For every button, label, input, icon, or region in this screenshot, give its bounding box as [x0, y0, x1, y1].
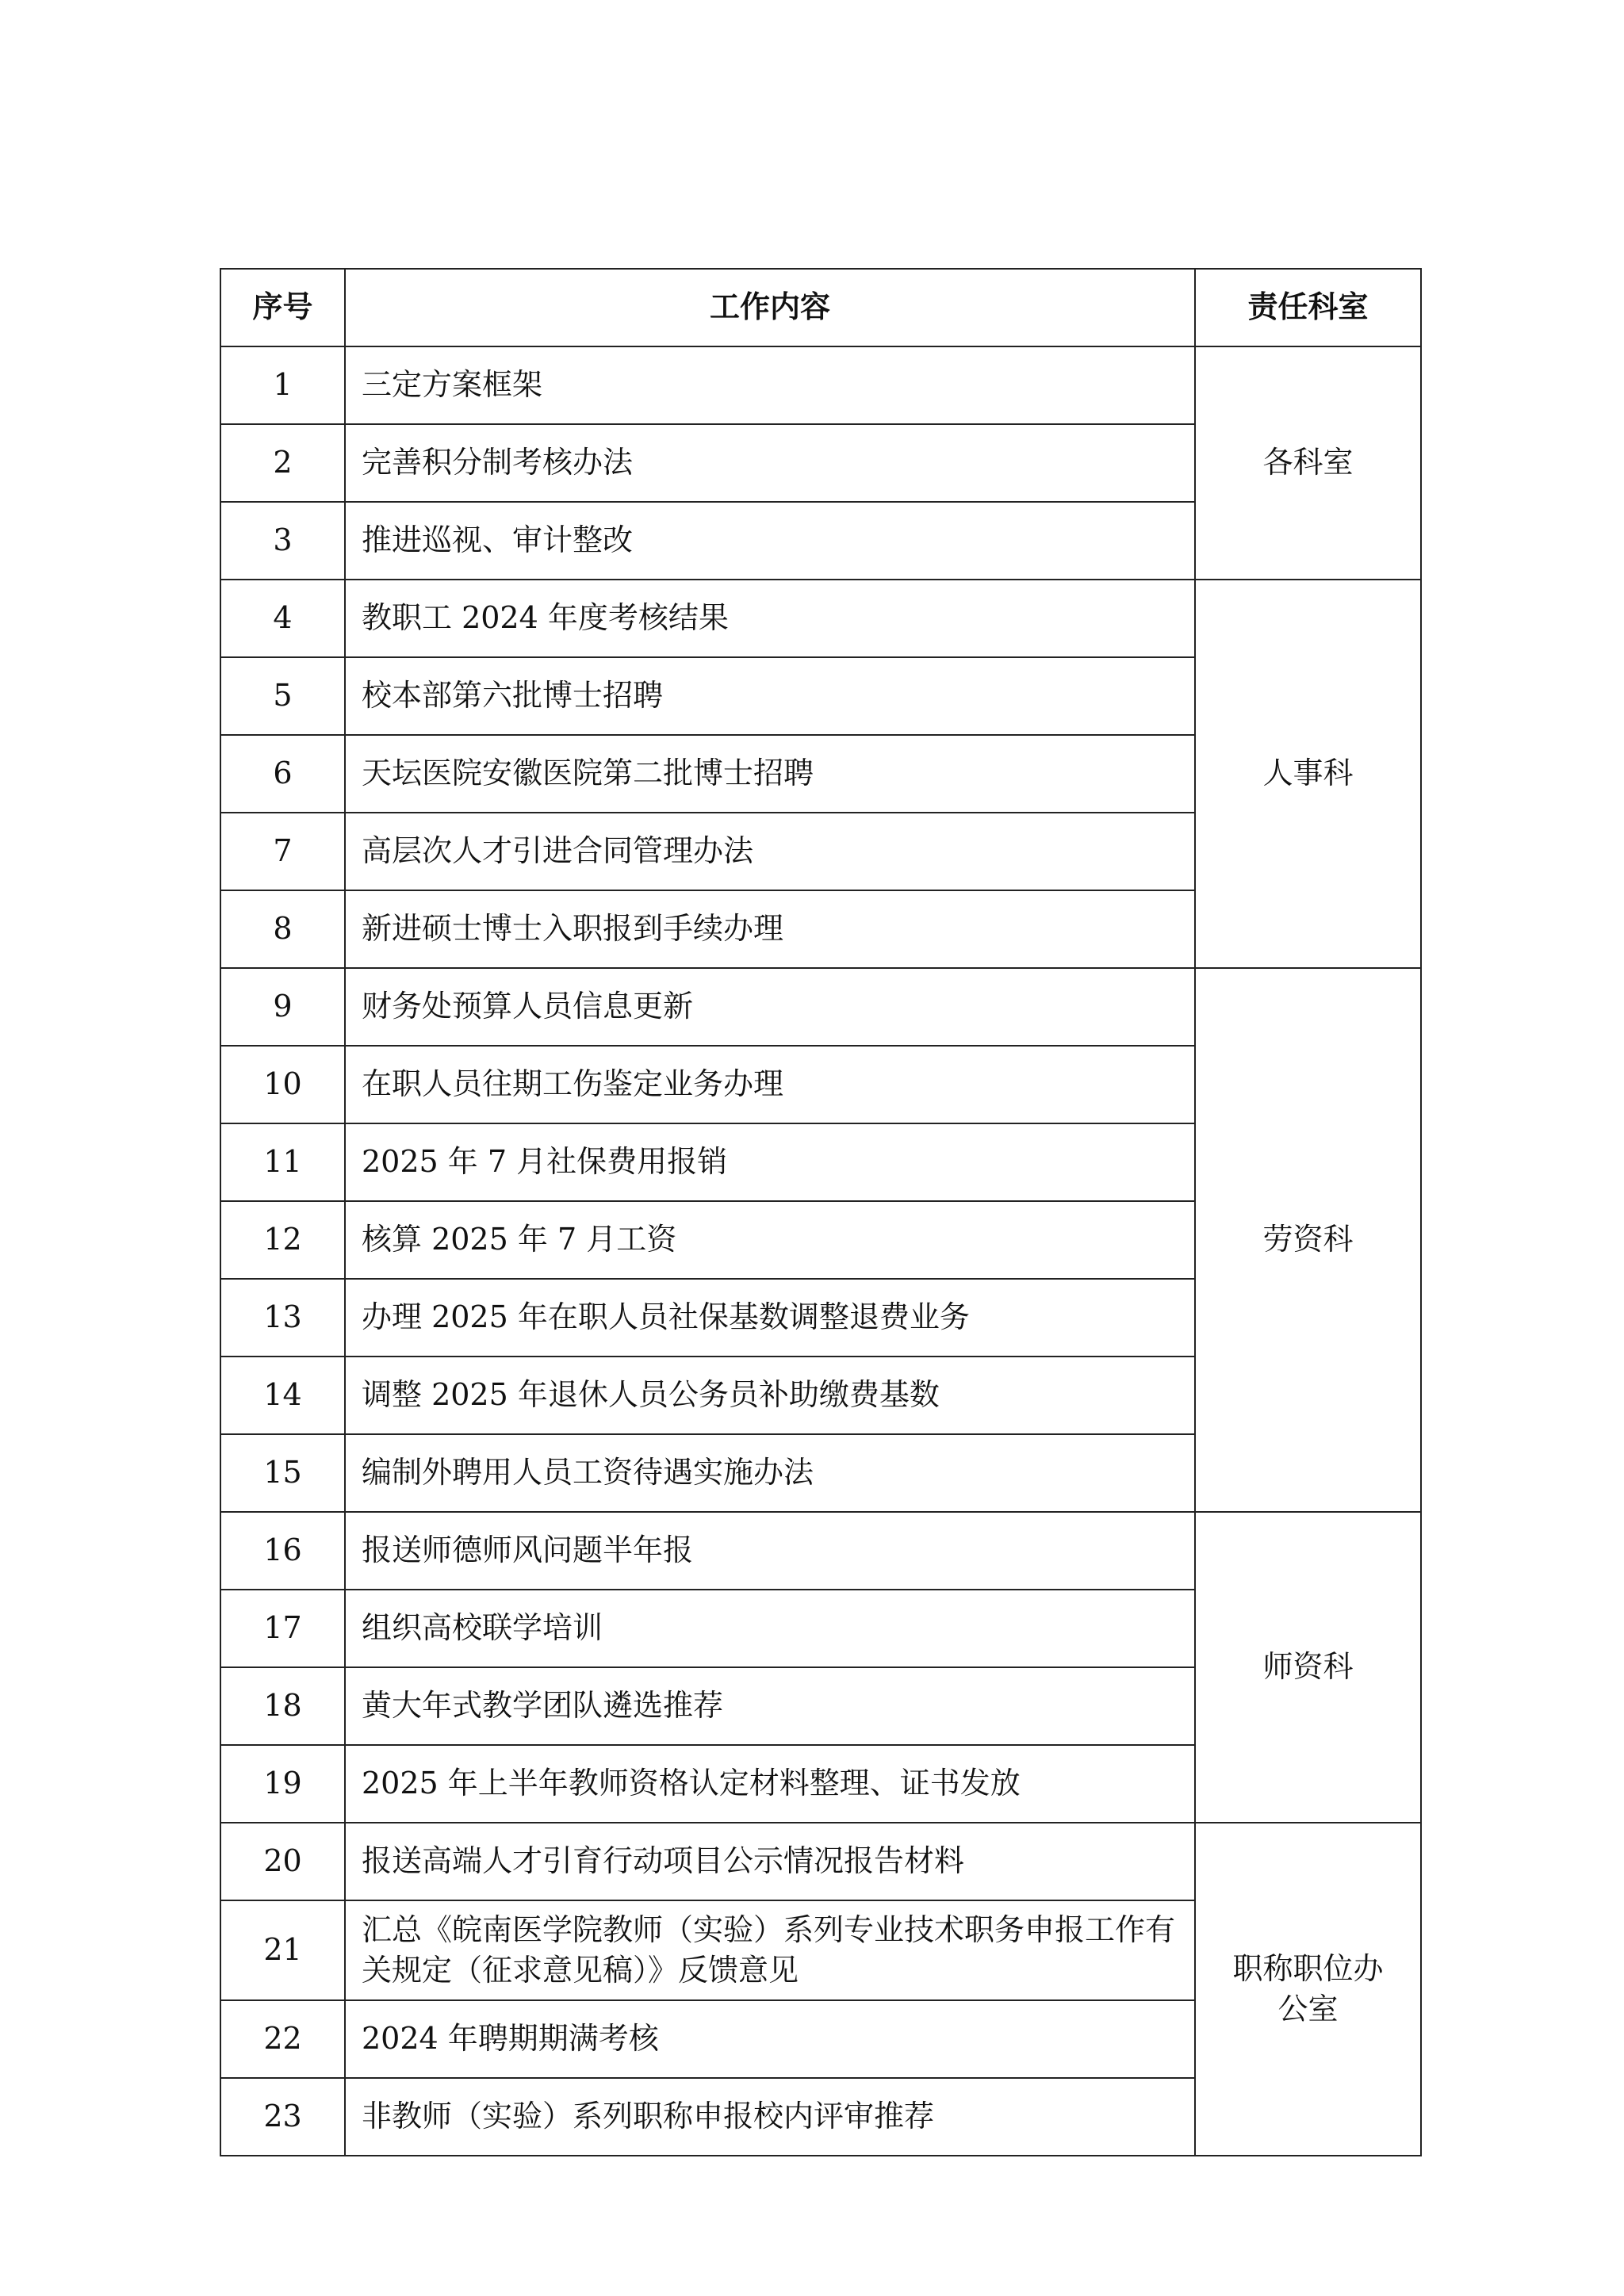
header-dept: 责任科室	[1195, 269, 1421, 346]
row-seq: 16	[220, 1512, 345, 1590]
row-content: 完善积分制考核办法	[345, 424, 1195, 502]
table-row	[220, 346, 1421, 424]
row-seq: 19	[220, 1745, 345, 1823]
row-content: 组织高校联学培训	[345, 1590, 1195, 1667]
row-seq: 5	[220, 657, 345, 735]
dept-cell: 人事科	[1195, 580, 1421, 968]
row-seq: 21	[220, 1900, 345, 2000]
row-content: 2025 年上半年教师资格认定材料整理、证书发放	[345, 1745, 1195, 1823]
row-content: 黄大年式教学团队遴选推荐	[345, 1667, 1195, 1745]
row-content: 办理 2025 年在职人员社保基数调整退费业务	[345, 1279, 1195, 1357]
header-content: 工作内容	[345, 269, 1195, 346]
row-content: 三定方案框架	[345, 346, 1195, 424]
row-seq: 17	[220, 1590, 345, 1667]
row-content: 非教师（实验）系列职称申报校内评审推荐	[345, 2078, 1195, 2156]
table-row	[220, 1823, 1421, 1900]
row-seq: 8	[220, 890, 345, 968]
row-seq: 1	[220, 346, 345, 424]
row-seq: 11	[220, 1123, 345, 1201]
row-content: 推进巡视、审计整改	[345, 502, 1195, 580]
row-content: 高层次人才引进合同管理办法	[345, 813, 1195, 890]
row-content: 校本部第六批博士招聘	[345, 657, 1195, 735]
row-seq: 6	[220, 735, 345, 813]
row-seq: 10	[220, 1046, 345, 1123]
table-row	[220, 580, 1421, 657]
table-header-row	[220, 269, 1421, 346]
row-seq: 9	[220, 968, 345, 1046]
row-seq: 3	[220, 502, 345, 580]
work-task-table	[220, 268, 1422, 2156]
row-content: 天坛医院安徽医院第二批博士招聘	[345, 735, 1195, 813]
row-seq: 20	[220, 1823, 345, 1900]
row-seq: 4	[220, 580, 345, 657]
row-seq: 15	[220, 1434, 345, 1512]
header-seq: 序号	[220, 269, 345, 346]
row-content: 报送师德师风问题半年报	[345, 1512, 1195, 1590]
row-seq: 14	[220, 1357, 345, 1434]
row-seq: 13	[220, 1279, 345, 1357]
row-content: 新进硕士博士入职报到手续办理	[345, 890, 1195, 968]
row-seq: 12	[220, 1201, 345, 1279]
row-seq: 22	[220, 2000, 345, 2078]
row-seq: 18	[220, 1667, 345, 1745]
row-seq: 23	[220, 2078, 345, 2156]
row-content: 汇总《皖南医学院教师（实验）系列专业技术职务申报工作有关规定（征求意见稿）》反馈意见	[345, 1900, 1195, 2000]
row-content: 编制外聘用人员工资待遇实施办法	[345, 1434, 1195, 1512]
dept-cell: 劳资科	[1195, 968, 1421, 1512]
row-content: 在职人员往期工伤鉴定业务办理	[345, 1046, 1195, 1123]
row-seq: 2	[220, 424, 345, 502]
row-seq: 7	[220, 813, 345, 890]
row-content: 2025 年 7 月社保费用报销	[345, 1123, 1195, 1201]
dept-cell: 各科室	[1195, 346, 1421, 580]
row-content: 教职工 2024 年度考核结果	[345, 580, 1195, 657]
row-content: 调整 2025 年退休人员公务员补助缴费基数	[345, 1357, 1195, 1434]
table-row	[220, 1512, 1421, 1590]
dept-cell: 师资科	[1195, 1512, 1421, 1823]
row-content: 2024 年聘期期满考核	[345, 2000, 1195, 2078]
table-row	[220, 968, 1421, 1046]
row-content: 报送高端人才引育行动项目公示情况报告材料	[345, 1823, 1195, 1900]
dept-cell: 职称职位办公室	[1195, 1823, 1421, 2156]
row-content: 财务处预算人员信息更新	[345, 968, 1195, 1046]
row-content: 核算 2025 年 7 月工资	[345, 1201, 1195, 1279]
